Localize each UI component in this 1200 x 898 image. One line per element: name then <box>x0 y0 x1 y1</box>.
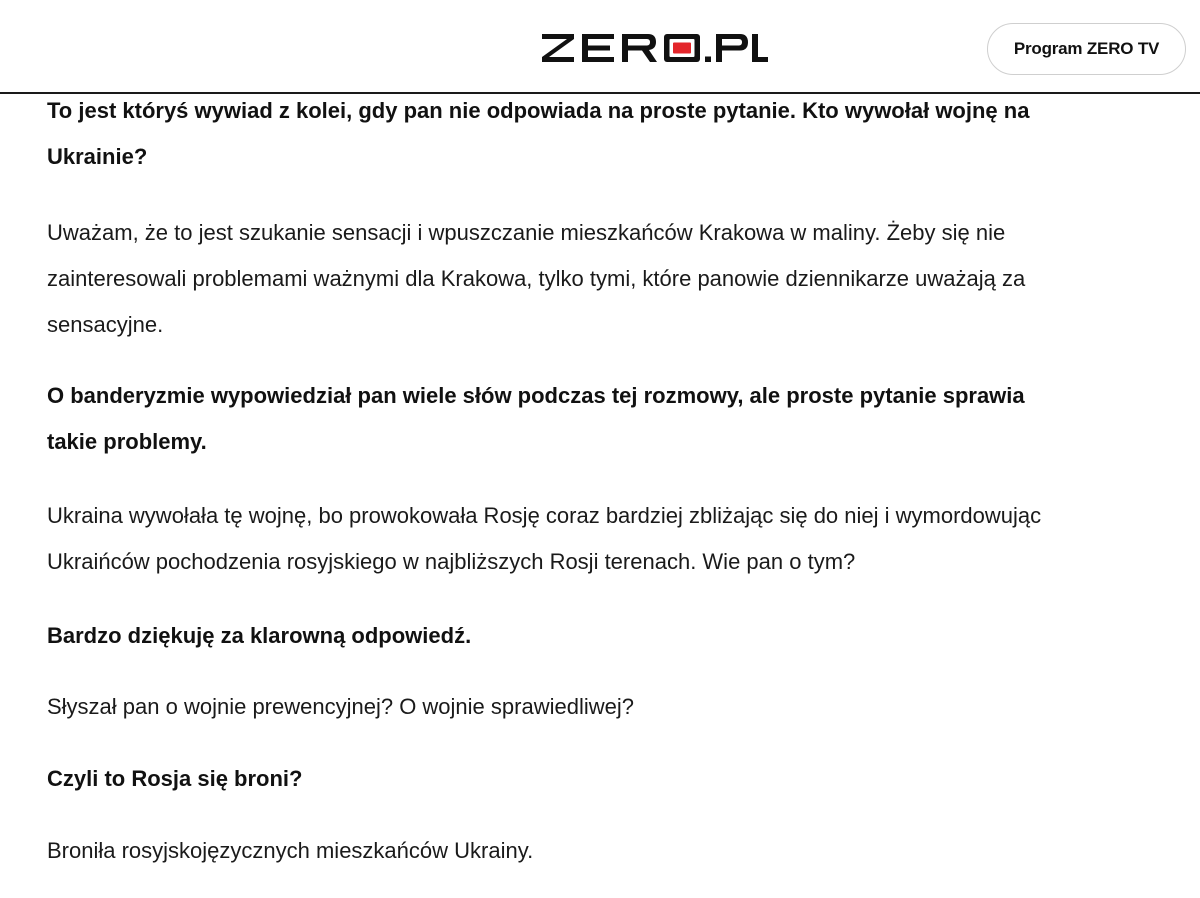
text-line: Uważam, że to jest szukanie sensacji i wpuszczanie mieszkańców Krakowa w maliny. Żeby się nie <box>47 220 1006 245</box>
site-header <box>0 0 1200 94</box>
text-line: O banderyzmie wypowiedział pan wiele słów podczas tej rozmowy, ale proste pytanie sprawia <box>47 383 1025 408</box>
text-line: Bardzo dziękuję za klarowną odpowiedź. <box>47 623 472 648</box>
question-paragraph-4 <box>47 756 1200 802</box>
text-line: Czyli to Rosja się broni? <box>47 766 303 791</box>
program-zero-tv-button[interactable]: Program ZERO TV <box>987 23 1186 75</box>
answer-paragraph-3 <box>47 684 1200 730</box>
text-line: takie problemy. <box>47 429 207 454</box>
text-line: Słyszał pan o wojnie prewencyjnej? O wojnie sprawiedliwej? <box>47 694 634 719</box>
text-line: sensacyjne. <box>47 312 164 337</box>
zero-pl-logo-graphic <box>538 30 768 66</box>
answer-paragraph-4 <box>47 828 1200 874</box>
text-line: zainteresowali problemami ważnymi dla Krakowa, tylko tymi, które panowie dziennikarze uważają za <box>47 266 1026 291</box>
text-line: Ukraińców pochodzenia rosyjskiego w najbliższych Rosji terenach. Wie pan o tym? <box>47 549 856 574</box>
text-line: Ukrainie? <box>47 144 148 169</box>
text-line: To jest któryś wywiad z kolei, gdy pan nie odpowiada na proste pytanie. Kto wywołał wojnę na <box>47 98 1030 123</box>
zero-pl-logo[interactable] <box>538 30 768 66</box>
answer-paragraph-1 <box>47 210 1200 348</box>
text-line: Ukraina wywołała tę wojnę, bo prowokowała Rosję coraz bardziej zbliżając się do niej i wymordowując <box>47 503 1042 528</box>
question-paragraph-2 <box>47 373 1200 465</box>
question-paragraph-3 <box>47 613 1200 659</box>
answer-paragraph-2 <box>47 493 1200 585</box>
text-line: Broniła rosyjskojęzycznych mieszkańców Ukrainy. <box>47 838 534 863</box>
question-paragraph-1 <box>47 88 1200 180</box>
